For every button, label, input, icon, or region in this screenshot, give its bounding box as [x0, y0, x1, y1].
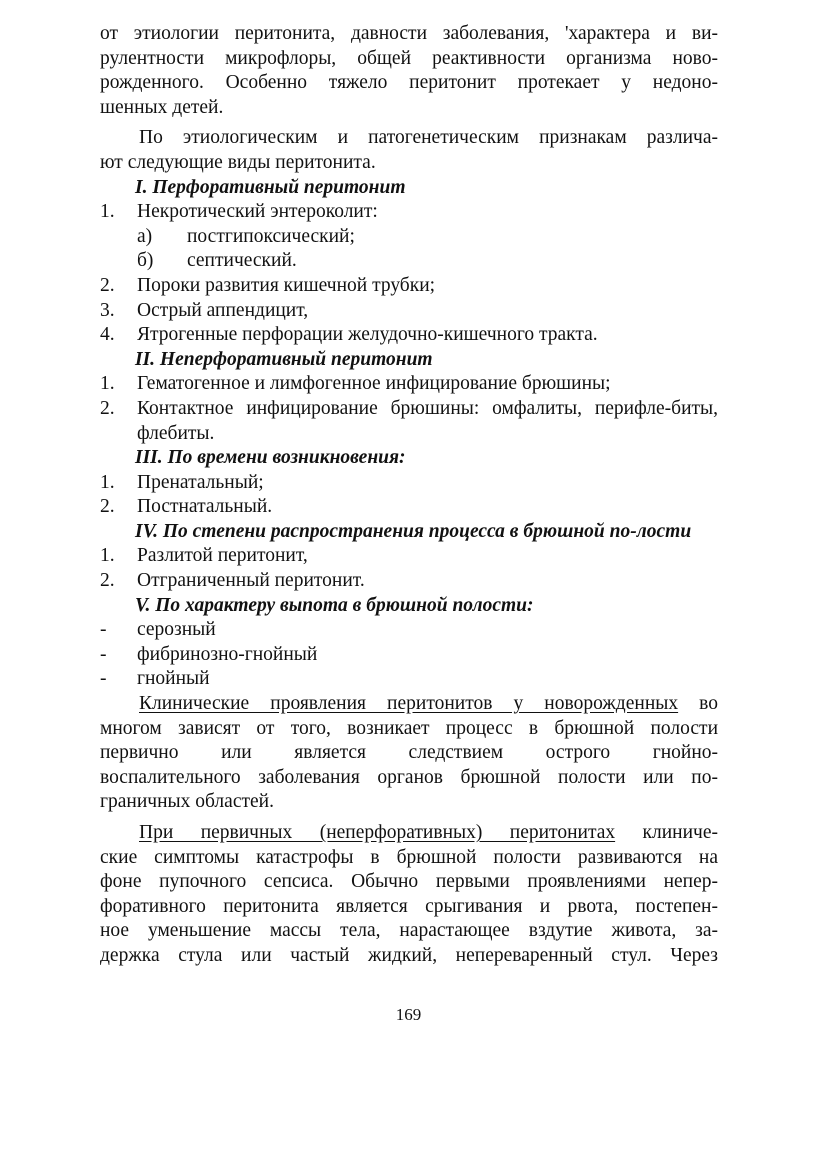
list-text: Острый аппендицит, [137, 299, 309, 321]
text-line: многом зависят от того, возникает процесс в брюшной полости [100, 717, 718, 739]
section-heading-spread: IV. По степени распространения процесса в брюшной по-лости [135, 520, 692, 542]
text-line: воспалительного заболевания органов брюшной полости или по- [100, 766, 718, 788]
underlined-phrase: При первичных (неперфоративных) перитонитах [139, 822, 616, 843]
list-item [100, 643, 718, 668]
list-text: Гематогенное и лимфогенное инфицирование брюшины; [137, 373, 611, 395]
text-line: форативного перитонита является срыгивания и рвота, постепен- [100, 895, 718, 917]
section-heading-effusion: V. По характеру выпота в брюшной полости: [135, 594, 534, 616]
text-line: ские симптомы катастрофы в брюшной полости развиваются на [100, 846, 718, 868]
list-text: серозный [137, 619, 216, 641]
list-text: Разлитой перитонит, [137, 545, 308, 567]
section-heading-perforative: I. Перфоративный перитонит [135, 176, 406, 198]
list-item [100, 471, 718, 496]
list-item [100, 397, 718, 446]
text-line: первично или является следствием острого гнойно- [100, 742, 718, 764]
sub-list-text: постгипоксический; [187, 225, 355, 247]
list-number: 1. [100, 471, 115, 493]
text-line: ное уменьшение массы тела, нарастающее вздутие живота, за- [100, 920, 718, 942]
list-item [100, 299, 718, 324]
sub-list-letter: б) [137, 250, 154, 272]
section-heading-onset-time: III. По времени возникновения: [135, 447, 406, 469]
sub-list-item [137, 249, 718, 274]
list-text: Постнатальный. [137, 496, 273, 518]
list-item [100, 200, 718, 225]
list-text: Некротический энтероколит: [137, 201, 378, 223]
list-number: 2. [100, 570, 115, 592]
text-line: фоне пупочного сепсиса. Обычно первыми проявлениями непер- [100, 871, 718, 893]
text-line: При первичных (неперфоративных) перитонитах клиниче- [139, 822, 719, 843]
text-line: граничных областей. [100, 791, 274, 813]
page-number: 169 [395, 1005, 422, 1024]
list-text: Отграниченный перитонит. [137, 570, 365, 592]
list-bullet: - [100, 643, 107, 665]
text-line: шенных детей. [100, 96, 224, 118]
document-page [100, 22, 718, 969]
list-item [100, 618, 718, 643]
list-item [100, 323, 718, 348]
list-text: Пренатальный; [137, 471, 264, 493]
list-number: 2. [100, 274, 115, 296]
paragraph-intro [100, 22, 718, 120]
list-item [100, 569, 718, 594]
paragraph-clinical [100, 692, 718, 815]
list-number: 2. [100, 496, 115, 518]
section-heading-nonperforative: II. Неперфоративный перитонит [135, 348, 433, 370]
text-line: По этиологическим и патогенетическим признакам различа- [139, 127, 718, 149]
text-line: от этиологии перитонита, давности заболевания, 'характера и ви- [100, 23, 718, 44]
list-number: 2. [100, 397, 115, 419]
paragraph-classification [100, 126, 718, 175]
text-line: держка стула или частый жидкий, непереваренный стул. Через [100, 944, 718, 966]
list-item [100, 667, 718, 692]
underlined-phrase: Клинические проявления перитонитов у новорожденных [139, 693, 679, 715]
list-number: 1. [100, 373, 115, 395]
list-text: Контактное инфицирование брюшины: омфалиты, перифле-биты, флебиты. [137, 397, 718, 444]
sub-list-item [137, 225, 718, 250]
list-number: 3. [100, 299, 115, 321]
list-bullet: - [100, 619, 107, 641]
text-line: Клинические проявления перитонитов у новорожденных во [139, 693, 718, 715]
list-bullet: - [100, 668, 107, 690]
list-text: Ятрогенные перфорации желудочно-кишечного тракта. [137, 324, 598, 346]
list-item [100, 372, 718, 397]
list-text: Пороки развития кишечной трубки; [137, 274, 436, 296]
text-line: рулентности микрофлоры, общей реактивности организма ново- [100, 47, 718, 69]
list-item [100, 274, 718, 299]
list-text: фибринозно-гнойный [137, 643, 318, 665]
list-number: 4. [100, 324, 115, 346]
list-item [100, 495, 718, 520]
sub-list-text: септический. [187, 250, 297, 272]
text-line: рожденного. Особенно тяжело перитонит протекает у недоно- [100, 72, 718, 94]
list-number: 1. [100, 545, 115, 567]
list-number: 1. [100, 201, 115, 223]
list-text: гнойный [137, 668, 210, 690]
text-line: ют следующие виды перитонита. [100, 151, 376, 173]
list-item [100, 544, 718, 569]
sub-list-letter: а) [137, 225, 153, 247]
paragraph-primary [100, 821, 718, 969]
